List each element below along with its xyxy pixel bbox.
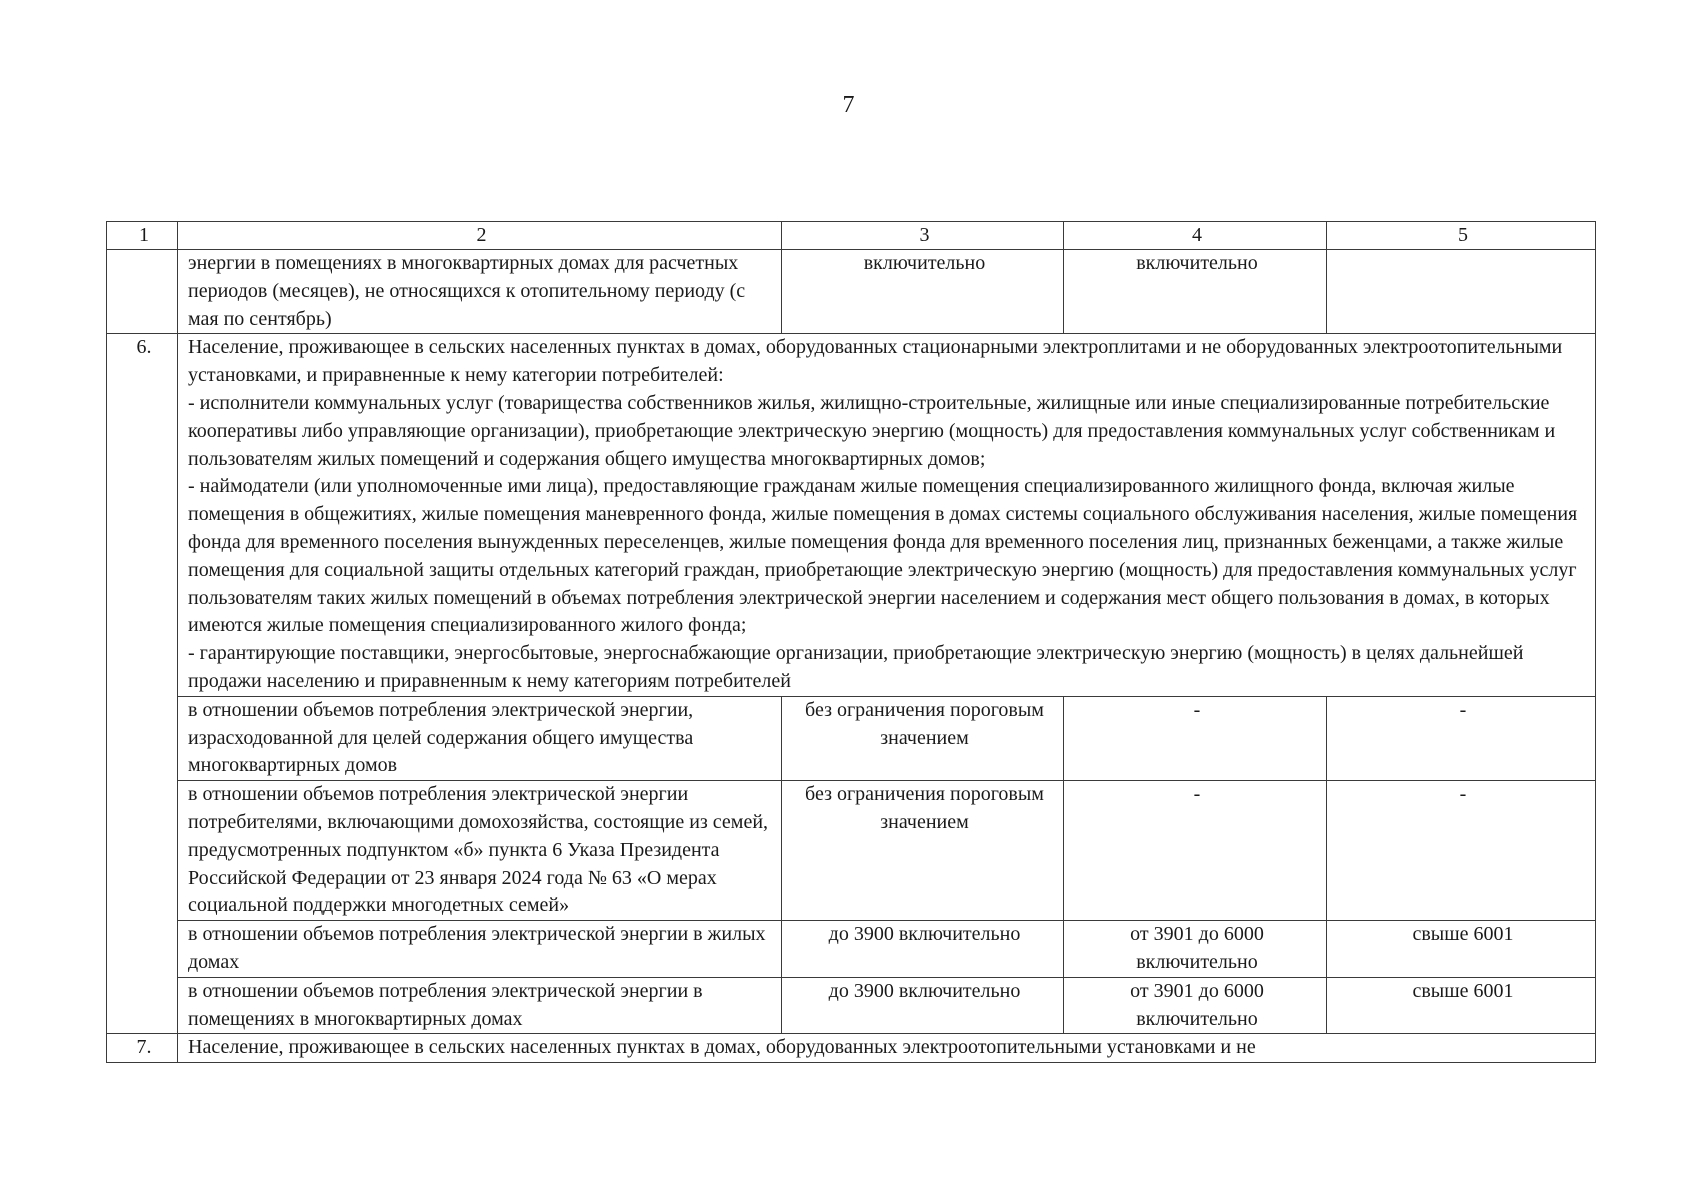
row-value-col3: без ограничения пороговым значением xyxy=(782,696,1064,780)
section-6-header-row xyxy=(107,334,1596,696)
row-value-col5 xyxy=(1327,250,1596,334)
row-description: в отношении объемов потребления электрической энергии, израсходованной для целей содержания общего имущества многоквартирных домов xyxy=(178,696,782,780)
header-cell-5: 5 xyxy=(1327,222,1596,250)
row-value-col4: от 3901 до 6000 включительно xyxy=(1064,977,1327,1034)
row-value-col3: до 3900 включительно xyxy=(782,921,1064,978)
section-6-paragraph: Население, проживающее в сельских населенных пунктах в домах, оборудованных стационарными электроплитами и не оборудованных электроотопительными установками, и приравненные к нему категории потребителей: xyxy=(188,336,1563,387)
section-7-row xyxy=(107,1034,1596,1063)
row-value-col4: от 3901 до 6000 включительно xyxy=(1064,921,1327,978)
row-value-col5: - xyxy=(1327,696,1596,780)
header-cell-4: 4 xyxy=(1064,222,1327,250)
row-value-col4: - xyxy=(1064,781,1327,921)
section-6-description xyxy=(178,334,1596,696)
section-7-description: Население, проживающее в сельских населенных пунктах в домах, оборудованных электроотопительными установками и не xyxy=(178,1034,1596,1063)
table-row xyxy=(107,781,1596,921)
section-6-paragraph: - гарантирующие поставщики, энергосбытовые, энергоснабжающие организации, приобретающие электрическую энергию (мощность) в целях дальнейшей продажи населению и приравненным к нему категориям потребителей xyxy=(188,642,1524,692)
table-row xyxy=(107,921,1596,978)
row-value-col4: - xyxy=(1064,696,1327,780)
row-value-col5: свыше 6001 xyxy=(1327,977,1596,1034)
row-value-col3: включительно xyxy=(782,250,1064,334)
section-6-paragraph: - наймодатели (или уполномоченные ими лица), предоставляющие гражданам жилые помещения специализированного жилищного фонда, включая жилые помещения в общежитиях, жилые помещения маневренного фонда, жилые помещения в домах системы социального обслуживания населения, жилые помещения фонда для временного поселения вынужденных переселенцев, жилые помещения фонда для временного поселения лиц, признанных беженцами, а также жилые помещения для социальной защиты отдельных категорий граждан, приобретающие электрическую энергию (мощность) для предоставления коммунальных услуг пользователям таких жилых помещений в объемах потребления электрической энергии населением и содержания мест общего пользования в домах, в которых имеются жилые помещения специализированного жилого фонда; xyxy=(188,475,1578,637)
row-description: в отношении объемов потребления электрической энергии в жилых домах xyxy=(178,921,782,978)
tariff-table xyxy=(106,221,1596,1063)
section-7-number: 7. xyxy=(107,1034,178,1063)
row-value-col4: включительно xyxy=(1064,250,1327,334)
header-cell-3: 3 xyxy=(782,222,1064,250)
table-row-continued xyxy=(107,250,1596,334)
row-value-col5: - xyxy=(1327,781,1596,921)
section-6-number: 6. xyxy=(107,334,178,1034)
table-row xyxy=(107,977,1596,1034)
section-6-paragraph: - исполнители коммунальных услуг (товарищества собственников жилья, жилищно-строительные, жилищные или иные специализированные потребительские кооперативы либо управляющие организации), приобретающие электрическую энергию (мощность) для предоставления коммунальных услуг собственникам и пользователям жилых помещений и содержания общего имущества многоквартирных домов; xyxy=(188,391,1556,470)
row-value-col3: до 3900 включительно xyxy=(782,977,1064,1034)
row-number-cell xyxy=(107,250,178,334)
header-cell-2: 2 xyxy=(178,222,782,250)
row-value-col3: без ограничения пороговым значением xyxy=(782,781,1064,921)
row-description: в отношении объемов потребления электрической энергии в помещениях в многоквартирных домах xyxy=(178,977,782,1034)
table-header-row xyxy=(107,222,1596,250)
row-description: в отношении объемов потребления электрической энергии потребителями, включающими домохозяйства, состоящие из семей, предусмотренных подпунктом «б» пункта 6 Указа Президента Российской Федерации от 23 января 2024 года № 63 «О мерах социальной поддержки многодетных семей» xyxy=(178,781,782,921)
page-number: 7 xyxy=(842,92,855,118)
row-description: энергии в помещениях в многоквартирных домах для расчетных периодов (месяцев), не относящихся к отопительному периоду (с мая по сентябрь) xyxy=(178,250,782,334)
header-cell-1: 1 xyxy=(107,222,178,250)
table-row xyxy=(107,696,1596,780)
row-value-col5: свыше 6001 xyxy=(1327,921,1596,978)
